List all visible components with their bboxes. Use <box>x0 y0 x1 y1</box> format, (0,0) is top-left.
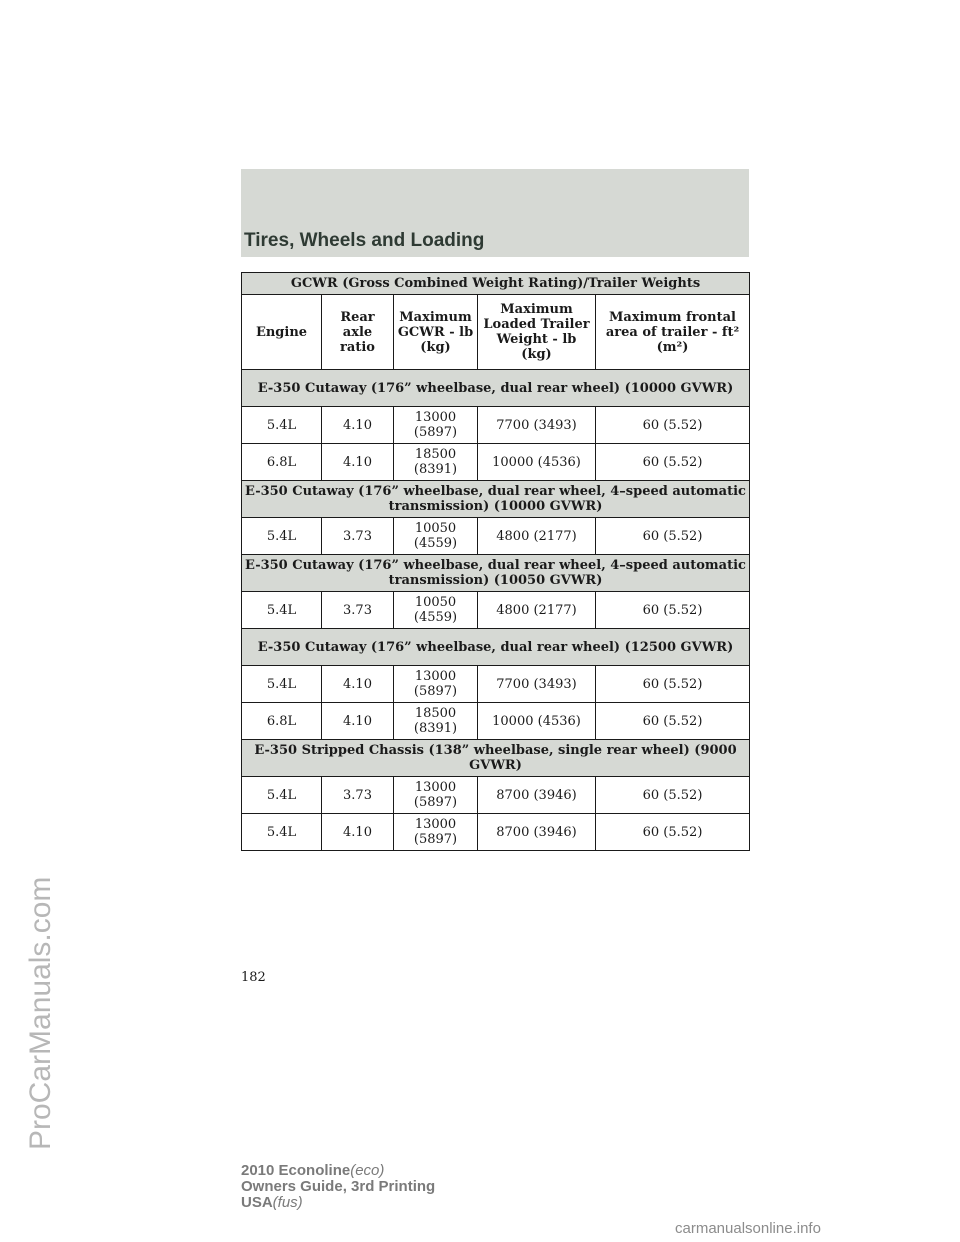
column-header: Engine <box>242 295 322 370</box>
column-header: Maximum frontal area of trailer - ft² (m²) <box>596 295 750 370</box>
watermark-carmanualsonline: carmanualsonline.info <box>675 1220 821 1237</box>
table-cell: 4800 (2177) <box>478 518 596 555</box>
footer-model: 2010 Econoline <box>241 1162 351 1179</box>
page-number: 182 <box>241 970 266 985</box>
gcwr-trailer-weights-table <box>241 272 750 851</box>
table-row <box>242 703 750 740</box>
table-cell: 4.10 <box>322 703 394 740</box>
table-row <box>242 814 750 851</box>
section-heading-row <box>242 740 750 777</box>
section-heading-row <box>242 555 750 592</box>
watermark-procarmanuals: ProCarManuals.com <box>24 876 57 1150</box>
table-cell: 6.8L <box>242 444 322 481</box>
section-heading-row <box>242 481 750 518</box>
table-cell: 3.73 <box>322 592 394 629</box>
table-cell: 8700 (3946) <box>478 814 596 851</box>
table-cell: 7700 (3493) <box>478 407 596 444</box>
table-cell: 7700 (3493) <box>478 666 596 703</box>
table-cell: 10000 (4536) <box>478 703 596 740</box>
section-heading: E-350 Stripped Chassis (138” wheelbase, single rear wheel) (9000 GVWR) <box>242 740 750 777</box>
table-cell: 3.73 <box>322 518 394 555</box>
table-cell: 13000 (5897) <box>394 666 478 703</box>
table-cell: 4.10 <box>322 407 394 444</box>
table-cell: 18500 (8391) <box>394 703 478 740</box>
table-cell: 5.4L <box>242 666 322 703</box>
section-heading-row <box>242 370 750 407</box>
table-cell: 60 (5.52) <box>596 777 750 814</box>
section-heading: E-350 Cutaway (176” wheelbase, dual rear wheel) (10000 GVWR) <box>242 370 750 407</box>
table-cell: 60 (5.52) <box>596 666 750 703</box>
table-cell: 5.4L <box>242 777 322 814</box>
table-cell: 60 (5.52) <box>596 592 750 629</box>
table-cell: 13000 (5897) <box>394 407 478 444</box>
table-cell: 18500 (8391) <box>394 444 478 481</box>
table-cell: 3.73 <box>322 777 394 814</box>
table-cell: 4.10 <box>322 444 394 481</box>
column-header: Maximum Loaded Trailer Weight - lb (kg) <box>478 295 596 370</box>
table-row <box>242 444 750 481</box>
table-cell: 60 (5.52) <box>596 407 750 444</box>
table-cell: 5.4L <box>242 814 322 851</box>
table-cell: 4.10 <box>322 814 394 851</box>
table-cell: 4800 (2177) <box>478 592 596 629</box>
footer-model-code: (eco) <box>350 1162 385 1179</box>
table-cell: 60 (5.52) <box>596 444 750 481</box>
column-header: Maximum GCWR - lb (kg) <box>394 295 478 370</box>
section-heading: E-350 Cutaway (176” wheelbase, dual rear wheel, 4–speed automatic transmission) (10000 GVWR) <box>242 481 750 518</box>
table-cell: 10050 (4559) <box>394 518 478 555</box>
table-cell: 13000 (5897) <box>394 814 478 851</box>
document-footer <box>241 1163 435 1211</box>
table-cell: 4.10 <box>322 666 394 703</box>
footer-region-code: (fus) <box>272 1194 303 1211</box>
table-cell: 5.4L <box>242 592 322 629</box>
table-cell: 60 (5.52) <box>596 703 750 740</box>
table-cell: 60 (5.52) <box>596 814 750 851</box>
table-row <box>242 592 750 629</box>
table-title: GCWR (Gross Combined Weight Rating)/Trailer Weights <box>242 273 750 295</box>
column-header: Rear axle ratio <box>322 295 394 370</box>
table-cell: 8700 (3946) <box>478 777 596 814</box>
table-cell: 10000 (4536) <box>478 444 596 481</box>
footer-region: USA <box>241 1194 273 1211</box>
section-heading: E-350 Cutaway (176” wheelbase, dual rear wheel, 4–speed automatic transmission) (10050 GVWR) <box>242 555 750 592</box>
table-row <box>242 407 750 444</box>
table-row <box>242 777 750 814</box>
table-cell: 60 (5.52) <box>596 518 750 555</box>
table-cell: 6.8L <box>242 703 322 740</box>
table-cell: 13000 (5897) <box>394 777 478 814</box>
table-cell: 5.4L <box>242 407 322 444</box>
table-cell: 10050 (4559) <box>394 592 478 629</box>
section-heading-row <box>242 629 750 666</box>
table-row <box>242 666 750 703</box>
footer-guide: Owners Guide, 3rd Printing <box>241 1178 436 1195</box>
section-title: Tires, Wheels and Loading <box>244 230 485 251</box>
section-heading: E-350 Cutaway (176” wheelbase, dual rear wheel) (12500 GVWR) <box>242 629 750 666</box>
table-row <box>242 518 750 555</box>
table-cell: 5.4L <box>242 518 322 555</box>
